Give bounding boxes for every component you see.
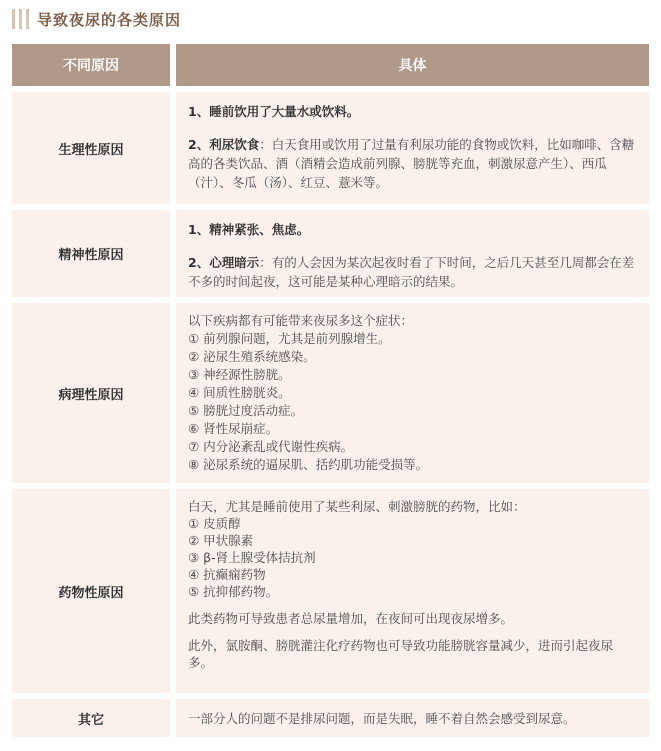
list-item: ④ 抗癫痫药物 (188, 567, 266, 582)
list-item: ② 甲状腺素 (188, 533, 254, 548)
list-item: ⑥ 肾性尿崩症。 (188, 421, 279, 436)
list-item: ② 泌尿生殖系统感染。 (188, 349, 316, 364)
cause-label: 药物性原因 (12, 489, 170, 693)
cause-detail (176, 303, 649, 483)
detail-intro: 以下疾病都有可能带来夜尿多这个症状： (188, 313, 414, 328)
table-row (12, 303, 649, 483)
page-title: 导致夜尿的各类原因 (37, 10, 182, 29)
detail-line: 1、睡前饮用了大量水或饮料。 (188, 104, 360, 119)
detail-line: 1、精神紧张、焦虑。 (188, 222, 310, 237)
table-row (12, 210, 649, 297)
table-row (12, 92, 649, 204)
table-row (12, 489, 649, 693)
cause-detail (176, 699, 649, 737)
list-item: ④ 间质性膀胱炎。 (188, 385, 291, 400)
causes-table (12, 44, 649, 737)
cause-label: 生理性原因 (12, 92, 170, 204)
list-item: ⑤ 膀胱过度活动症。 (188, 403, 304, 418)
section-title (12, 6, 181, 32)
cause-detail (176, 92, 649, 204)
detail-line: 此类药物可导致患者总尿量增加，在夜间可出现夜尿增多。 (188, 611, 514, 626)
drug-list (188, 515, 637, 600)
disease-list (188, 330, 637, 474)
list-item: ③ β-肾上腺受体拮抗剂 (188, 550, 316, 565)
header-cause: 不同原因 (12, 44, 170, 86)
table-row (12, 699, 649, 737)
detail-line: 2、心理暗示：有的人会因为某次起夜时看了下时间，之后几天甚至几周都会在差不多的时间起夜，这可能是某种心理暗示的结果。 (188, 255, 635, 289)
cause-detail (176, 489, 649, 693)
table-header (12, 44, 649, 86)
detail-line: 此外，氯胺酮、膀胱灌注化疗药物也可导致功能膀胱容量减少，进而引起夜尿多。 (188, 638, 614, 670)
list-item: ③ 神经源性膀胱。 (188, 367, 291, 382)
cause-label: 其它 (12, 699, 170, 737)
list-item: ⑤ 抗抑郁药物。 (188, 584, 279, 599)
list-item: ⑧ 泌尿系统的逼尿肌、括约肌功能受损等。 (188, 457, 429, 472)
detail-intro: 白天，尤其是睡前使用了某些利尿、刺激膀胱的药物，比如： (188, 499, 526, 514)
list-item: ⑦ 内分泌紊乱或代谢性疾病。 (188, 439, 354, 454)
cause-detail (176, 210, 649, 297)
header-detail: 具体 (176, 44, 649, 86)
cause-label: 精神性原因 (12, 210, 170, 297)
detail-line: 一部分人的问题不是排尿问题，而是失眠，睡不着自然会感受到尿意。 (188, 710, 576, 726)
list-item: ① 皮质醇 (188, 516, 241, 531)
cause-label: 病理性原因 (12, 303, 170, 483)
detail-line: 2、利尿饮食：白天食用或饮用了过量有利尿功能的食物或饮料，比如咖啡、含糖高的各类饮品、酒（酒精会造成前列腺、膀胱等充血，刺激尿意产生）、西瓜（汁）、冬瓜（汤）、红豆、薏米等。 (188, 137, 635, 190)
list-item: ① 前列腺问题，尤其是前列腺增生。 (188, 331, 391, 346)
title-decoration (12, 9, 29, 29)
